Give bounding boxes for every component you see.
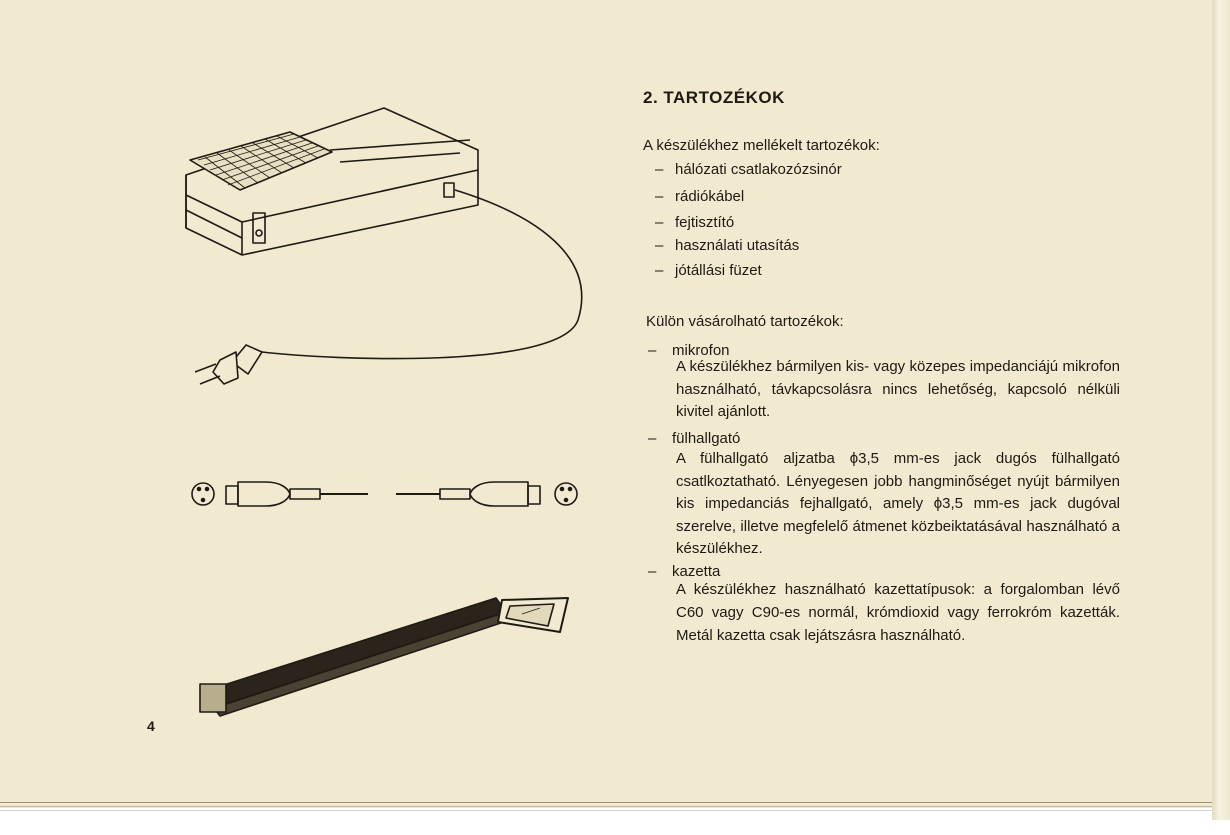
included-item-label: fejtisztító xyxy=(675,214,735,231)
optional-item-name: fülhallgató xyxy=(672,430,741,447)
optional-item-name: kazetta xyxy=(672,563,721,580)
dash: – xyxy=(648,563,657,580)
dash: – xyxy=(648,430,657,447)
radio-cable-drawing xyxy=(192,482,577,506)
included-item-label: rádiókábel xyxy=(675,188,745,205)
optional-intro: Külön vásárolható tartozékok: xyxy=(646,313,844,330)
dash: – xyxy=(655,161,664,178)
included-intro: A készülékhez mellékelt tartozékok: xyxy=(643,137,880,154)
accessories-illustration xyxy=(0,0,620,808)
head-cleaner-drawing xyxy=(200,598,568,716)
optional-item-title xyxy=(648,428,740,450)
included-item xyxy=(655,234,799,258)
dash: – xyxy=(655,214,664,231)
page-edge xyxy=(1212,0,1230,820)
included-item xyxy=(655,185,744,209)
page-number: 4 xyxy=(147,718,155,734)
included-item-label: használati utasítás xyxy=(675,237,800,254)
included-item-label: hálózati csatlakozózsinór xyxy=(675,161,842,178)
optional-item-description: A fülhallgató aljzatba ϕ3,5 mm-es jack dugós fülhallgató csatlkoztatható. Lényegesen jobb hangminőséget nyújt bármilyen kis impedanciás fejhallgató, amely ϕ3,5 mm-es jack dugóval szerelve, illetve megfelelő átmenet közbeiktatásával használható a készülékhez. xyxy=(676,450,1120,557)
cassette-recorder-drawing xyxy=(186,108,478,255)
included-item xyxy=(655,158,842,182)
included-item-label: jótállási füzet xyxy=(675,262,762,279)
section-title: 2. TARTOZÉKOK xyxy=(643,88,785,107)
included-item xyxy=(655,259,762,283)
included-item xyxy=(655,211,734,235)
dash: – xyxy=(655,237,664,254)
optional-item-description: A készülékhez használható kazettatípusok: a forgalomban lévő C60 vagy C90-es normál, krómdioxid vagy ferrokróm kazetták. Metál kazetta csak lejátszásra használható. xyxy=(676,581,1120,644)
dash: – xyxy=(655,188,664,205)
optional-item-name: mikrofon xyxy=(672,342,730,359)
optional-item-description: A készülékhez bármilyen kis- vagy közepes impedanciájú mikrofon használható, távkapcsolásra nincs lehetőség, kapcsoló nélküli kivitel ajánlott. xyxy=(676,358,1120,420)
dash: – xyxy=(655,262,664,279)
dash: – xyxy=(648,342,657,359)
